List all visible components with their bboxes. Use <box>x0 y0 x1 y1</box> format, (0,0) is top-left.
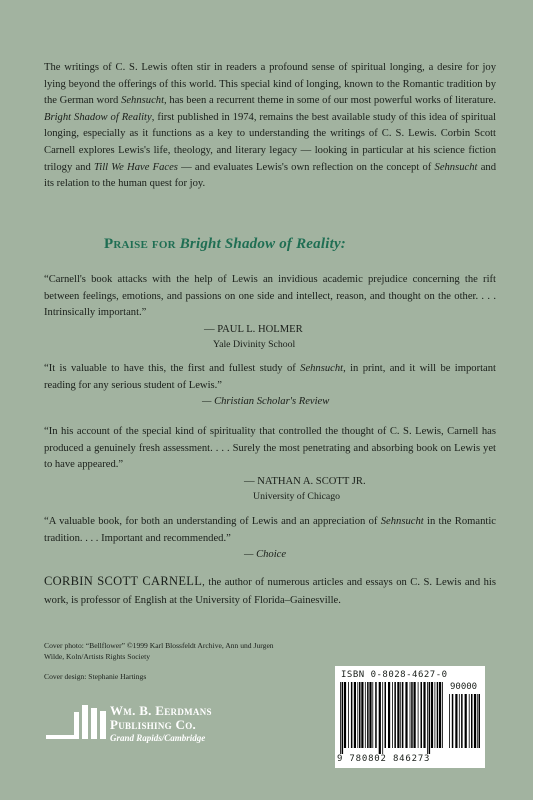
price-code: 90000 <box>450 682 478 692</box>
cover-photo-credit: Cover photo: “Bellflower” ©1999 Karl Blossfeldt Archive, Ann und Jurgen Wilde, Koln/Artists Rights Society <box>44 641 274 661</box>
isbn-number: ISBN 0-8028-4627-0 <box>341 670 448 680</box>
barcode <box>335 666 485 768</box>
quote-choice <box>44 514 496 562</box>
quote-text: “It is valuable to have this, the first and fullest study of Sehnsucht, in print, and it will be important reading for any serious student of Lewis.” <box>44 363 496 391</box>
quote-text: “Carnell's book attacks with the help of Lewis an invidious academic prejudice concerning the rift between feelings, emotions, and passions on one side and intellect, reason, and thought on the other. . . . Intrinsically important.” <box>44 274 496 319</box>
praise-book-title: Bright Shadow of Reality: <box>179 236 346 252</box>
quote-attribution: — Choice <box>244 549 287 561</box>
publisher-name: Wm. B. Eerdmans Publishing Co. Grand Rapids/Cambridge <box>110 703 212 743</box>
till-we-have-faces-title: Till We Have Faces <box>93 161 178 173</box>
price-barcode-icon <box>448 694 482 754</box>
publisher-logo <box>44 702 294 744</box>
sehnsucht-term: Sehnsucht <box>121 95 165 107</box>
sehnsucht-term: Sehnsucht <box>434 161 478 173</box>
ean-number: 9 780802 846273 <box>337 754 431 764</box>
quote-attribution: — NATHAN A. SCOTT JR. University of Chicago <box>244 474 496 504</box>
author-name: CORBIN SCOTT CARNELL <box>44 574 203 588</box>
quote-text: “In his account of the special kind of spirituality that controlled the thought of C. S. Lewis, Carnell has produced a genuinely fresh assessment. . . . Surely the most penetrating and absorbing book on Lewis yet to have appeared.” <box>44 426 496 471</box>
publisher-location: Grand Rapids/Cambridge <box>110 733 206 743</box>
quote-scott <box>44 424 496 504</box>
praise-heading: Praise for Bright Shadow of Reality: <box>104 236 346 252</box>
cover-design-credit: Cover design: Stephanie Hartings <box>44 672 147 681</box>
quote-christian-scholars-review <box>44 361 496 409</box>
quote-affiliation: University of Chicago <box>253 490 341 502</box>
quote-attribution: — PAUL L. HOLMER Yale Divinity School <box>204 322 496 352</box>
quote-affiliation: Yale Divinity School <box>213 338 296 350</box>
author-bio: CORBIN SCOTT CARNELL, the author of numerous articles and essays on C. S. Lewis and his work, is professor of English at the University of Florida–Gainesville. <box>44 574 496 606</box>
quote-text: “A valuable book, for both an understanding of Lewis and an appreciation of Sehnsucht in the Romantic tradition. . . . Important and recommended.” <box>44 516 496 544</box>
ean-barcode-icon <box>339 682 445 754</box>
book-title: Bright Shadow of Reality <box>44 111 152 123</box>
eerdmans-mark-icon <box>44 702 108 744</box>
quote-attribution: — Christian Scholar's Review <box>202 396 330 408</box>
book-description: The writings of C. S. Lewis often stir in readers a profound sense of spiritual longing, a desire for joy lying beyond the offerings of this world. This special kind of longing, known to the Romantic tradition by the German word Sehnsucht, has been a recurrent theme in some of our most powerful works of literature. Bright Shadow of Reality, first published in 1974, remains the best available study of this idea of spiritual longing, especially as it functions as a key to understanding the writings of C. S. Lewis. Corbin Scott Carnell explores Lewis's life, theology, and literary legacy — looking in particular at his science fiction trilogy and Till We Have Faces — and evaluates Lewis's own reflection on the concept of Sehnsucht and its relation to the human quest for joy. <box>44 62 496 190</box>
quote-holmer <box>44 272 496 352</box>
